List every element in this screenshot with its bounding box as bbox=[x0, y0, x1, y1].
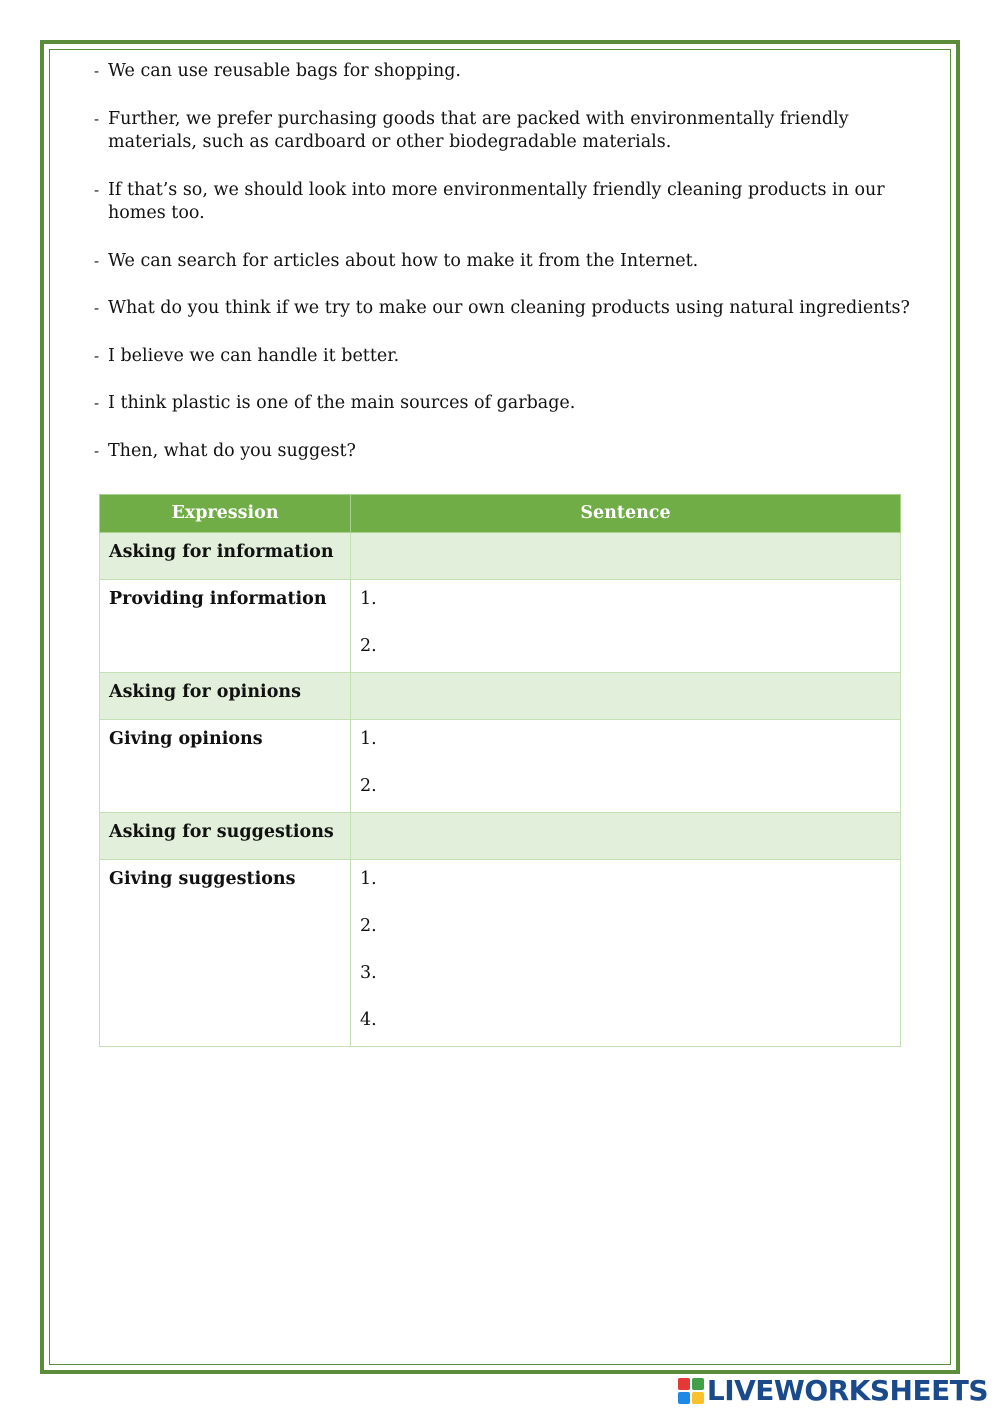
sentence-item: - What do you think if we try to make our own cleaning products using natural ingredients? bbox=[94, 297, 924, 321]
answer-number: 2. bbox=[360, 915, 377, 936]
sentence-item: - Further, we prefer purchasing goods that are packed with environmentally friendly materials, such as cardboard or other biodegradable materials. bbox=[94, 108, 924, 155]
sentence-list bbox=[94, 60, 924, 487]
liveworksheets-wordmark: LIVEWORKSHEETS bbox=[706, 1374, 988, 1407]
header-sentence: Sentence bbox=[351, 495, 901, 533]
answer-number: 2. bbox=[360, 635, 377, 656]
expression-label: Giving suggestions bbox=[100, 859, 351, 1047]
header-expression: Expression bbox=[100, 495, 351, 533]
expression-label: Asking for suggestions bbox=[100, 813, 351, 860]
answer-number: 4. bbox=[360, 1009, 377, 1030]
sentence-answer-cell[interactable] bbox=[351, 579, 901, 673]
logo-square-icon bbox=[692, 1392, 704, 1404]
table-row bbox=[100, 719, 901, 813]
sentence-item: - We can use reusable bags for shopping. bbox=[94, 60, 924, 84]
logo-square-icon bbox=[692, 1378, 704, 1390]
sentence-answer-cell[interactable] bbox=[351, 813, 901, 860]
sentence-item: - Then, what do you suggest? bbox=[94, 440, 924, 464]
sentence-answer-cell[interactable] bbox=[351, 719, 901, 813]
sentence-item: - If that’s so, we should look into more environmentally friendly cleaning products in our homes too. bbox=[94, 179, 924, 226]
table-row bbox=[100, 533, 901, 580]
expression-table bbox=[99, 494, 901, 1047]
answer-number: 2. bbox=[360, 775, 377, 796]
sentence-answer-cell[interactable] bbox=[351, 533, 901, 580]
logo-square-icon bbox=[678, 1378, 690, 1390]
expression-label: Asking for information bbox=[100, 533, 351, 580]
table-row bbox=[100, 579, 901, 673]
liveworksheets-icon bbox=[678, 1378, 704, 1404]
expression-label: Asking for opinions bbox=[100, 673, 351, 720]
answer-number: 1. bbox=[360, 728, 377, 749]
table-row bbox=[100, 673, 901, 720]
logo-square-icon bbox=[678, 1392, 690, 1404]
sentence-answer-cell[interactable] bbox=[351, 673, 901, 720]
expression-label: Giving opinions bbox=[100, 719, 351, 813]
sentence-answer-cell[interactable] bbox=[351, 859, 901, 1047]
liveworksheets-logo bbox=[678, 1374, 988, 1407]
answer-number: 1. bbox=[360, 868, 377, 889]
table-row bbox=[100, 859, 901, 1047]
sentence-item: - I believe we can handle it better. bbox=[94, 345, 924, 369]
table-header-row bbox=[100, 495, 901, 533]
answer-number: 1. bbox=[360, 588, 377, 609]
table-row bbox=[100, 813, 901, 860]
sentence-item: - I think plastic is one of the main sources of garbage. bbox=[94, 392, 924, 416]
sentence-item: - We can search for articles about how to make it from the Internet. bbox=[94, 250, 924, 274]
answer-number: 3. bbox=[360, 962, 377, 983]
expression-label: Providing information bbox=[100, 579, 351, 673]
